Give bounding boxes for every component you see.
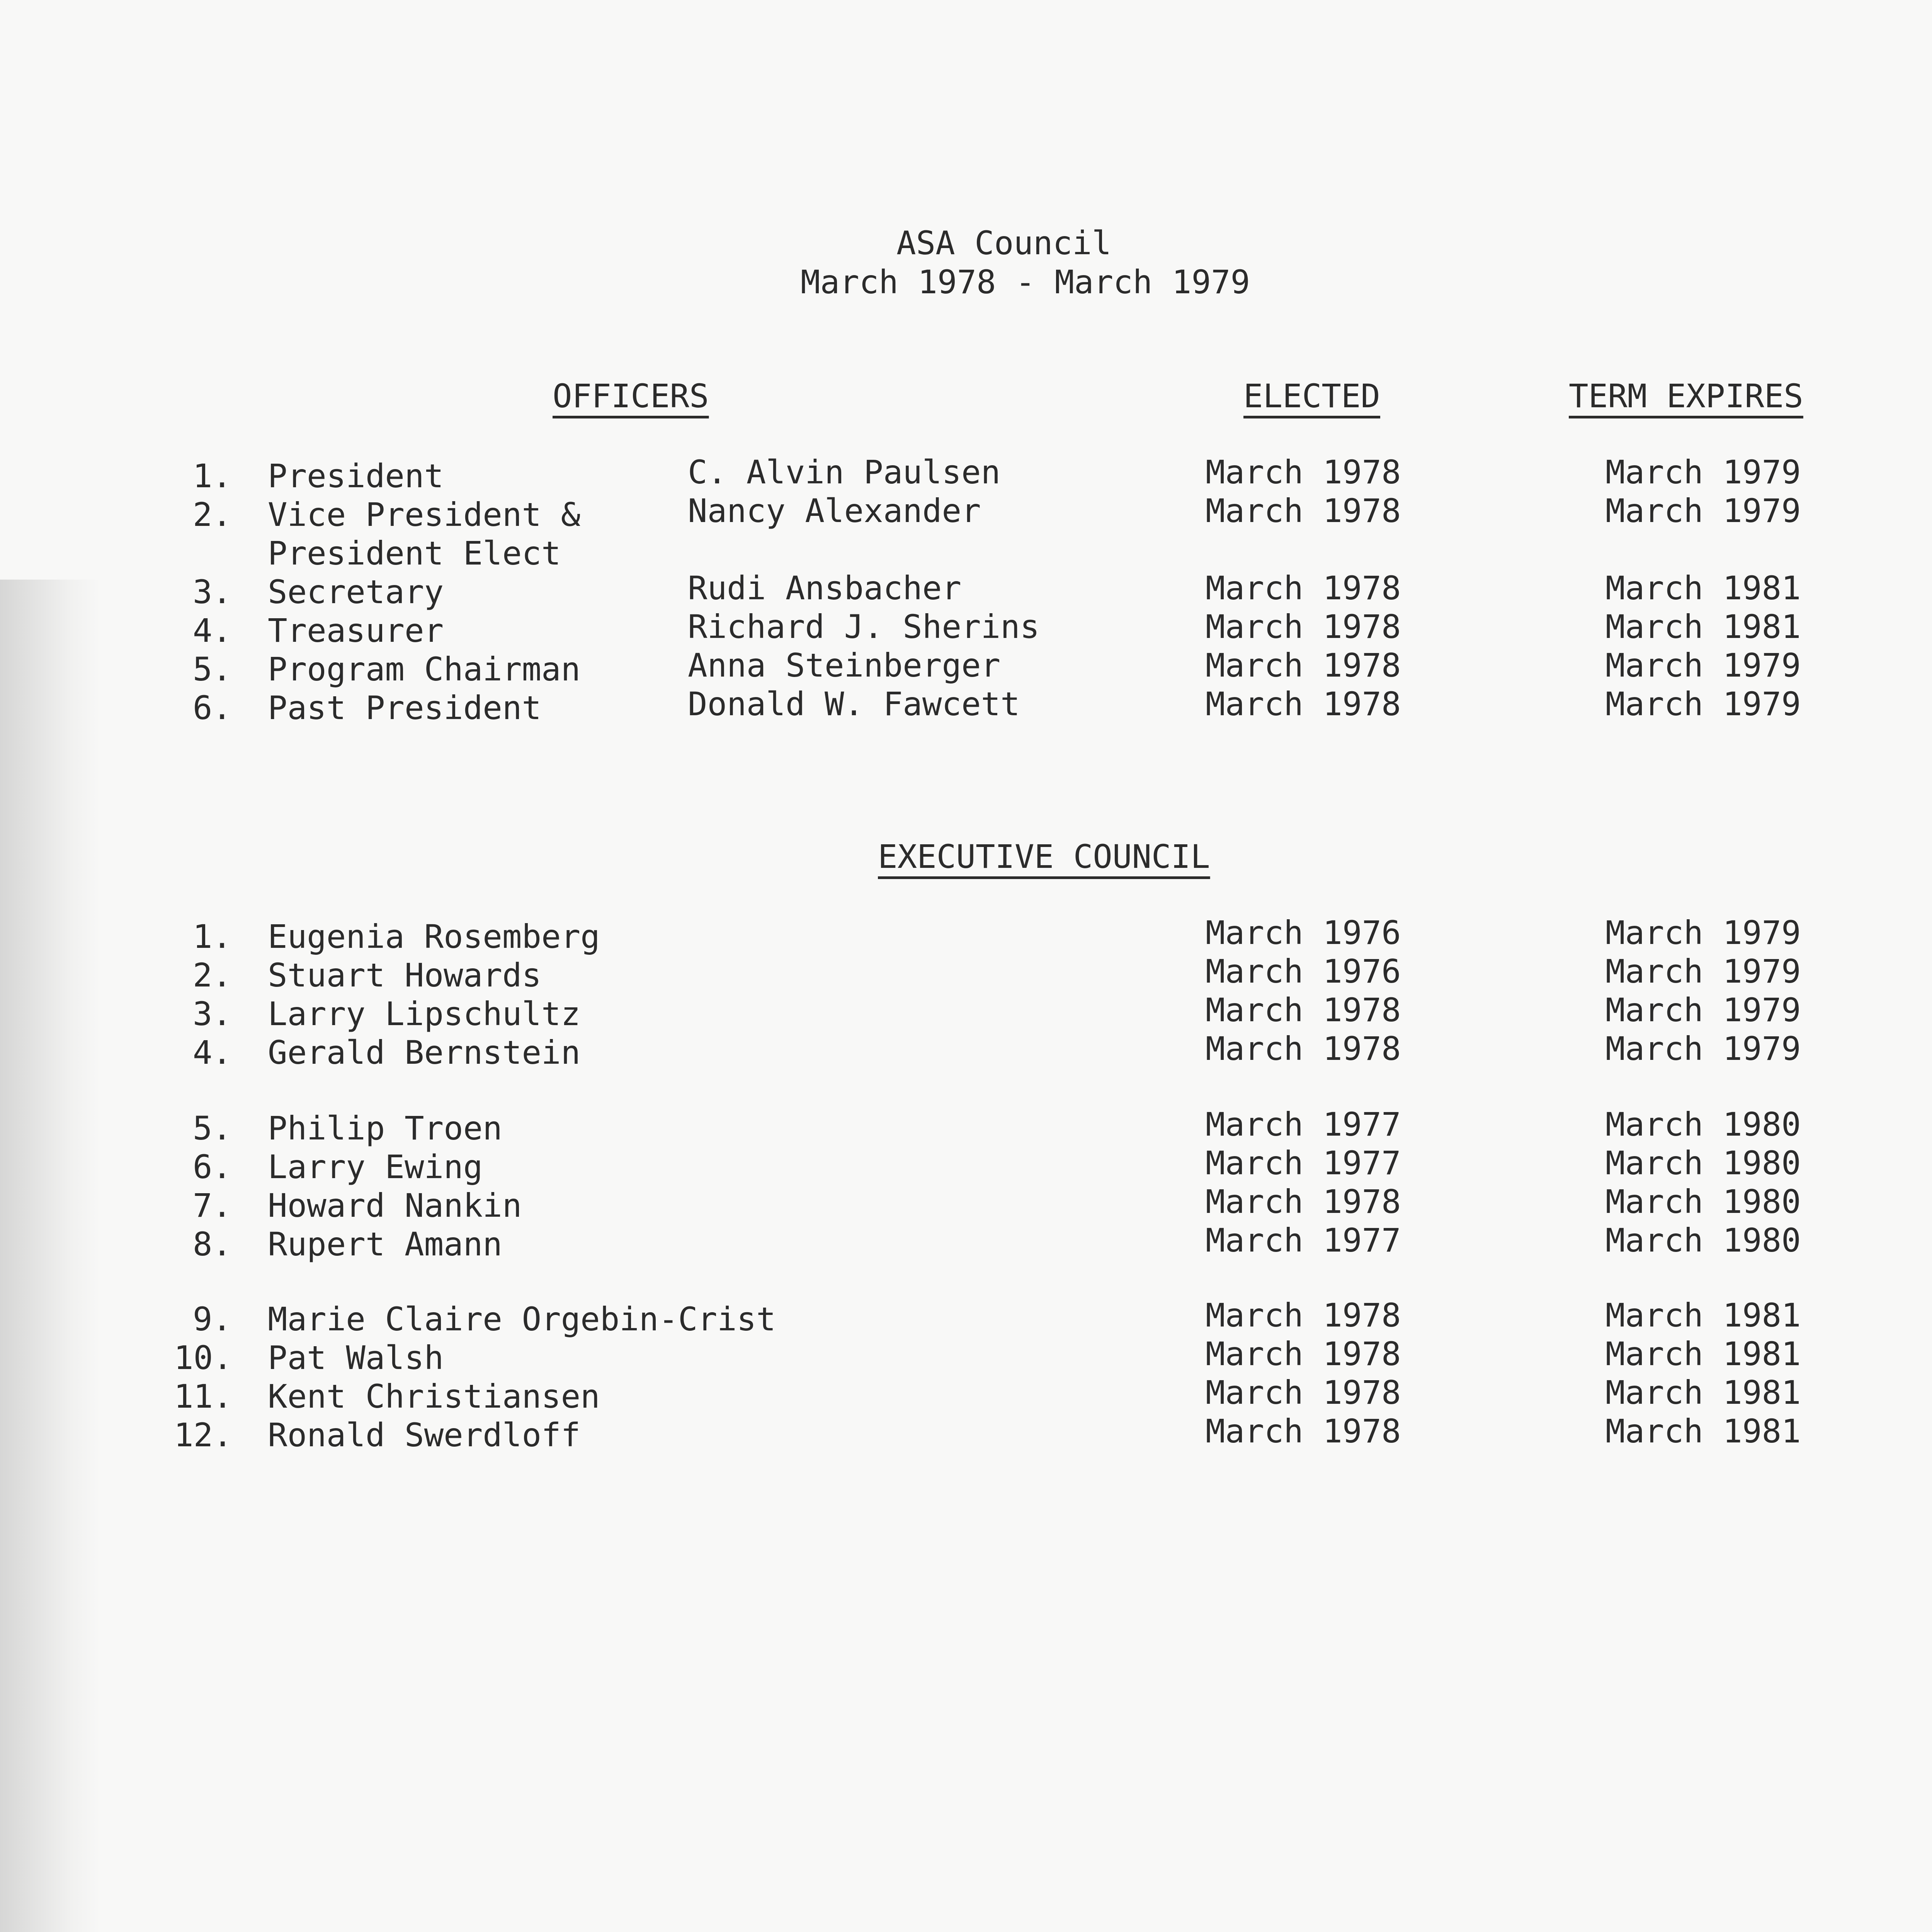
officers-heading: OFFICERS bbox=[553, 377, 709, 415]
officer-term-expires: March 1979 bbox=[1605, 453, 1801, 491]
member-term-expires: March 1980 bbox=[1605, 1105, 1801, 1143]
officer-number: 1. bbox=[192, 457, 232, 495]
member-term-expires: March 1981 bbox=[1605, 1374, 1801, 1412]
member-term-expires: March 1979 bbox=[1605, 914, 1801, 952]
member-name: Pat Walsh bbox=[268, 1339, 444, 1377]
member-term-expires: March 1981 bbox=[1605, 1412, 1801, 1450]
scan-edge-shadow bbox=[0, 580, 100, 1932]
officer-term-expires: March 1981 bbox=[1605, 608, 1801, 646]
member-term-expires: March 1981 bbox=[1605, 1296, 1801, 1334]
officer-name: Donald W. Fawcett bbox=[688, 685, 1020, 723]
member-name: Larry Ewing bbox=[268, 1148, 483, 1186]
member-term-expires: March 1979 bbox=[1605, 952, 1801, 990]
member-name: Rupert Amann bbox=[268, 1225, 502, 1263]
officer-elected: March 1978 bbox=[1206, 646, 1401, 684]
member-elected: March 1978 bbox=[1206, 1183, 1401, 1221]
member-number: 5. bbox=[192, 1109, 232, 1147]
member-number: 11. bbox=[174, 1378, 233, 1415]
member-term-expires: March 1979 bbox=[1605, 1030, 1801, 1068]
member-elected: March 1978 bbox=[1206, 1296, 1401, 1334]
officer-elected: March 1978 bbox=[1206, 492, 1401, 530]
officer-number: 6. bbox=[192, 689, 232, 727]
member-term-expires: March 1979 bbox=[1605, 991, 1801, 1029]
member-elected: March 1978 bbox=[1206, 991, 1401, 1029]
officer-term-expires: March 1981 bbox=[1605, 569, 1801, 607]
member-elected: March 1977 bbox=[1206, 1105, 1401, 1143]
member-name: Marie Claire Orgebin-Crist bbox=[268, 1300, 776, 1338]
officer-elected: March 1978 bbox=[1206, 608, 1401, 646]
member-number: 2. bbox=[192, 956, 232, 994]
member-number: 6. bbox=[192, 1148, 232, 1186]
member-number: 7. bbox=[192, 1187, 232, 1225]
officer-name: Nancy Alexander bbox=[688, 492, 981, 530]
member-elected: March 1978 bbox=[1206, 1412, 1401, 1450]
document-subtitle: March 1978 - March 1979 bbox=[801, 263, 1250, 301]
officer-name: Rudi Ansbacher bbox=[688, 569, 962, 607]
officer-term-expires: March 1979 bbox=[1605, 646, 1801, 684]
member-name: Howard Nankin bbox=[268, 1187, 522, 1225]
officer-number: 5. bbox=[192, 650, 232, 688]
document-title: ASA Council bbox=[896, 224, 1112, 262]
officer-term-expires: March 1979 bbox=[1605, 685, 1801, 723]
member-elected: March 1976 bbox=[1206, 914, 1401, 952]
member-elected: March 1976 bbox=[1206, 952, 1401, 990]
member-name: Philip Troen bbox=[268, 1109, 502, 1147]
officer-name: C. Alvin Paulsen bbox=[688, 453, 1001, 491]
officer-role: Vice President & bbox=[268, 496, 581, 534]
member-number: 1. bbox=[192, 918, 232, 956]
member-name: Ronald Swerdloff bbox=[268, 1416, 581, 1454]
member-elected: March 1977 bbox=[1206, 1144, 1401, 1182]
officer-number: 2. bbox=[192, 496, 232, 534]
officer-number: 4. bbox=[192, 612, 232, 650]
member-term-expires: March 1980 bbox=[1605, 1144, 1801, 1182]
officer-number: 3. bbox=[192, 573, 232, 611]
member-name: Eugenia Rosemberg bbox=[268, 918, 600, 956]
officer-name: Anna Steinberger bbox=[688, 646, 1001, 684]
member-number: 3. bbox=[192, 995, 232, 1033]
member-name: Larry Lipschultz bbox=[268, 995, 581, 1033]
member-name: Stuart Howards bbox=[268, 956, 542, 994]
officer-role: Program Chairman bbox=[268, 650, 581, 688]
member-number: 9. bbox=[192, 1300, 232, 1338]
officer-role: Secretary bbox=[268, 573, 444, 611]
member-term-expires: March 1980 bbox=[1605, 1221, 1801, 1259]
officer-elected: March 1978 bbox=[1206, 569, 1401, 607]
officer-role: President bbox=[268, 457, 444, 495]
member-number: 12. bbox=[174, 1416, 233, 1454]
member-elected: March 1977 bbox=[1206, 1221, 1401, 1259]
officer-role-continued: President Elect bbox=[268, 534, 561, 572]
member-name: Gerald Bernstein bbox=[268, 1034, 581, 1071]
member-number: 10. bbox=[174, 1339, 233, 1377]
member-name: Kent Christiansen bbox=[268, 1378, 600, 1415]
member-term-expires: March 1981 bbox=[1605, 1335, 1801, 1373]
officer-name: Richard J. Sherins bbox=[688, 608, 1040, 646]
elected-heading: ELECTED bbox=[1243, 377, 1381, 415]
member-elected: March 1978 bbox=[1206, 1374, 1401, 1412]
officer-elected: March 1978 bbox=[1206, 453, 1401, 491]
member-term-expires: March 1980 bbox=[1605, 1183, 1801, 1221]
officer-role: Past President bbox=[268, 689, 542, 727]
member-elected: March 1978 bbox=[1206, 1030, 1401, 1068]
member-elected: March 1978 bbox=[1206, 1335, 1401, 1373]
officer-role: Treasurer bbox=[268, 612, 444, 650]
member-number: 4. bbox=[192, 1034, 232, 1071]
term-expires-heading: TERM EXPIRES bbox=[1569, 377, 1803, 415]
executive-council-heading: EXECUTIVE COUNCIL bbox=[878, 838, 1210, 876]
officer-elected: March 1978 bbox=[1206, 685, 1401, 723]
officer-term-expires: March 1979 bbox=[1605, 492, 1801, 530]
member-number: 8. bbox=[192, 1225, 232, 1263]
